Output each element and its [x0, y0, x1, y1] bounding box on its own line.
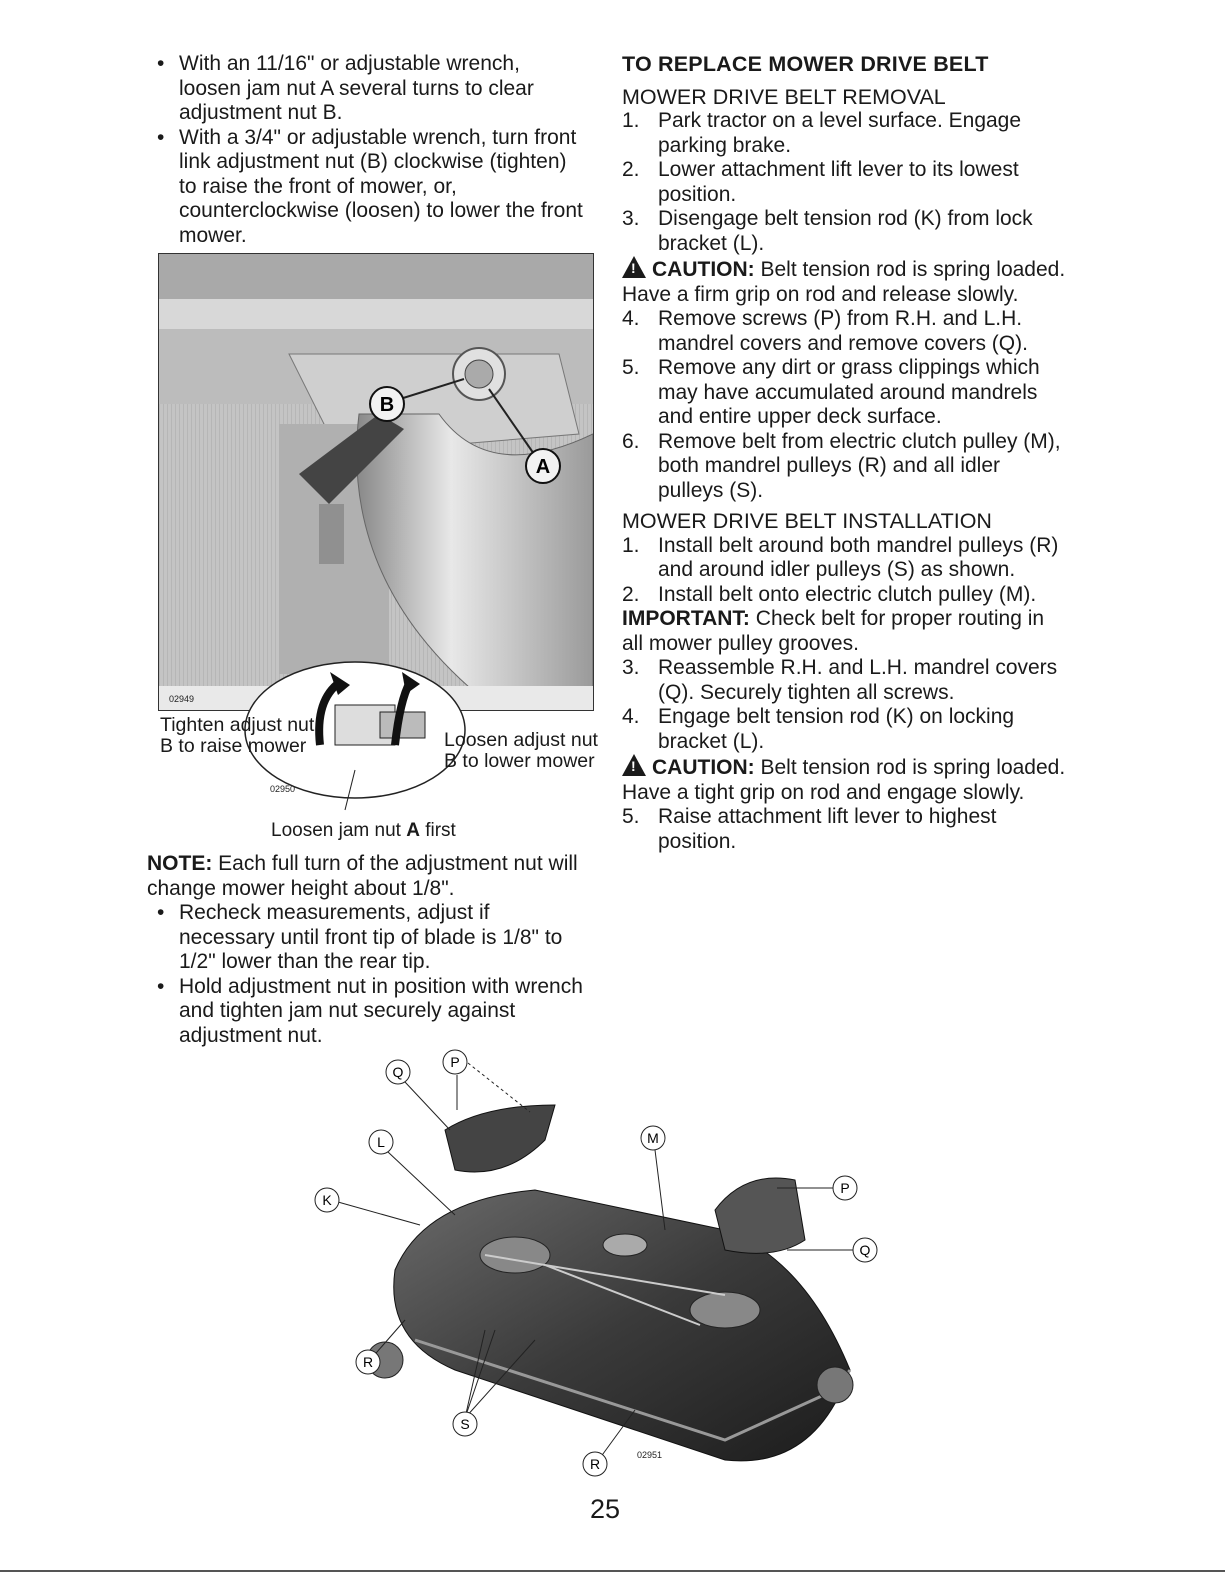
diagram-label-r — [356, 1350, 380, 1374]
loosen-line-1: Loosen adjust nut — [444, 729, 598, 751]
install-title: MOWER DRIVE BELT INSTALLATION — [622, 509, 992, 533]
removal-step: 3. Disengage belt tension rod (K) from lock bracket (L). — [622, 207, 1033, 255]
tighten-callout — [160, 715, 314, 757]
diagram-label-r2 — [583, 1452, 607, 1476]
install-step: 5. Raise attachment lift lever to highest position. — [622, 805, 997, 853]
diagram-label-m — [641, 1126, 665, 1150]
bullet-item: • Recheck measurements, adjust if necessary until front tip of blade is 1/8" to 1/2" lower than the rear tip. — [157, 901, 563, 973]
svg-text:R: R — [362, 1354, 374, 1370]
callout-a-label: A — [535, 456, 551, 478]
svg-text:R: R — [589, 1456, 601, 1472]
loosen-jam-caption: Loosen jam nut A first — [271, 820, 456, 841]
adjustment-nut-photo — [158, 253, 594, 711]
callout-b-label: B — [379, 394, 395, 416]
removal-step: 6. Remove belt from electric clutch pulley (M), both mandrel pulleys (R) and all idler pulleys (S). — [622, 429, 1061, 502]
install-step: 1. Install belt around both mandrel pulleys (R) and around idler pulleys (S) as shown. — [622, 533, 1059, 581]
diagram-label-l — [369, 1130, 393, 1154]
svg-text:S: S — [460, 1416, 470, 1432]
install-step: 3. Reassemble R.H. and L.H. mandrel covers (Q). Securely tighten all screws. — [622, 656, 1058, 704]
important-paragraph: IMPORTANT: Check belt for proper routing in all mower pulley grooves. — [622, 607, 1045, 655]
right-column — [622, 52, 1067, 854]
bullet-item: • Hold adjustment nut in position with wrench and tighten jam nut securely against adjustment nut. — [157, 974, 583, 1047]
diagram-code: 02951 — [637, 1450, 663, 1460]
svg-text:L: L — [377, 1134, 385, 1150]
removal-step: 1. Park tractor on a level surface. Engage parking brake. — [622, 109, 1022, 157]
svg-text:M: M — [647, 1130, 659, 1146]
svg-text:Q: Q — [859, 1242, 871, 1258]
warning-icon: ! — [622, 754, 646, 776]
install-step: 4. Engage belt tension rod (K) on locking bracket (L). — [622, 705, 1015, 753]
photo-code-1: 02949 — [169, 694, 195, 704]
left-column-top — [147, 52, 587, 248]
diagram-label-q2 — [853, 1238, 877, 1262]
diagram-label-q — [386, 1060, 410, 1084]
bottom-rule — [0, 1570, 1225, 1572]
bullet-item: • With a 3/4" or adjustable wrench, turn front link adjustment nut (B) clockwise (tighten) to raise the front of mower, or, counterclockwise (loosen) to lower the front mower. — [157, 125, 583, 247]
page-number: 25 — [590, 1494, 621, 1524]
warning-icon: ! — [622, 256, 646, 278]
install-step: 2. Install belt onto electric clutch pulley (M). — [622, 582, 1037, 606]
removal-title: MOWER DRIVE BELT REMOVAL — [622, 84, 946, 109]
caution-1: ! CAUTION: Belt tension rod is spring loaded. Have a firm grip on rod and release slowly. — [622, 258, 1066, 306]
left-column-bottom — [147, 852, 587, 1048]
loosen-line-2: B to lower mower — [444, 750, 595, 772]
svg-text:Q: Q — [392, 1064, 404, 1080]
mower-deck-diagram — [305, 1040, 895, 1490]
bullet-item: • With an 11/16" or adjustable wrench, loosen jam nut A several turns to clear adjustment nut B. — [157, 52, 534, 124]
removal-step: 4. Remove screws (P) from R.H. and L.H. mandrel covers and remove covers (Q). — [622, 307, 1028, 355]
section-heading: TO REPLACE MOWER DRIVE BELT — [622, 52, 989, 76]
diagram-label-p2 — [833, 1176, 857, 1200]
removal-step: 2. Lower attachment lift lever to its lowest position. — [622, 158, 1019, 206]
note-paragraph: NOTE: Each full turn of the adjustment nut will change mower height about 1/8". — [147, 852, 578, 900]
tighten-line-2: B to raise mower — [160, 735, 307, 757]
diagram-label-s — [453, 1412, 477, 1436]
svg-text:P: P — [840, 1180, 850, 1196]
tighten-line-1: Tighten adjust nut — [160, 714, 315, 736]
diagram-label-k — [315, 1188, 339, 1212]
loosen-callout — [444, 730, 598, 772]
removal-step: 5. Remove any dirt or grass clippings which may have accumulated around mandrels and entire upper deck surface. — [622, 356, 1040, 428]
diagram-label-p — [443, 1050, 467, 1074]
photo-code-2: 02950 — [270, 784, 296, 794]
svg-text:P: P — [450, 1054, 460, 1070]
svg-text:K: K — [322, 1192, 332, 1208]
caution-2: ! CAUTION: Belt tension rod is spring loaded. Have a tight grip on rod and engage slowly. — [622, 756, 1066, 804]
